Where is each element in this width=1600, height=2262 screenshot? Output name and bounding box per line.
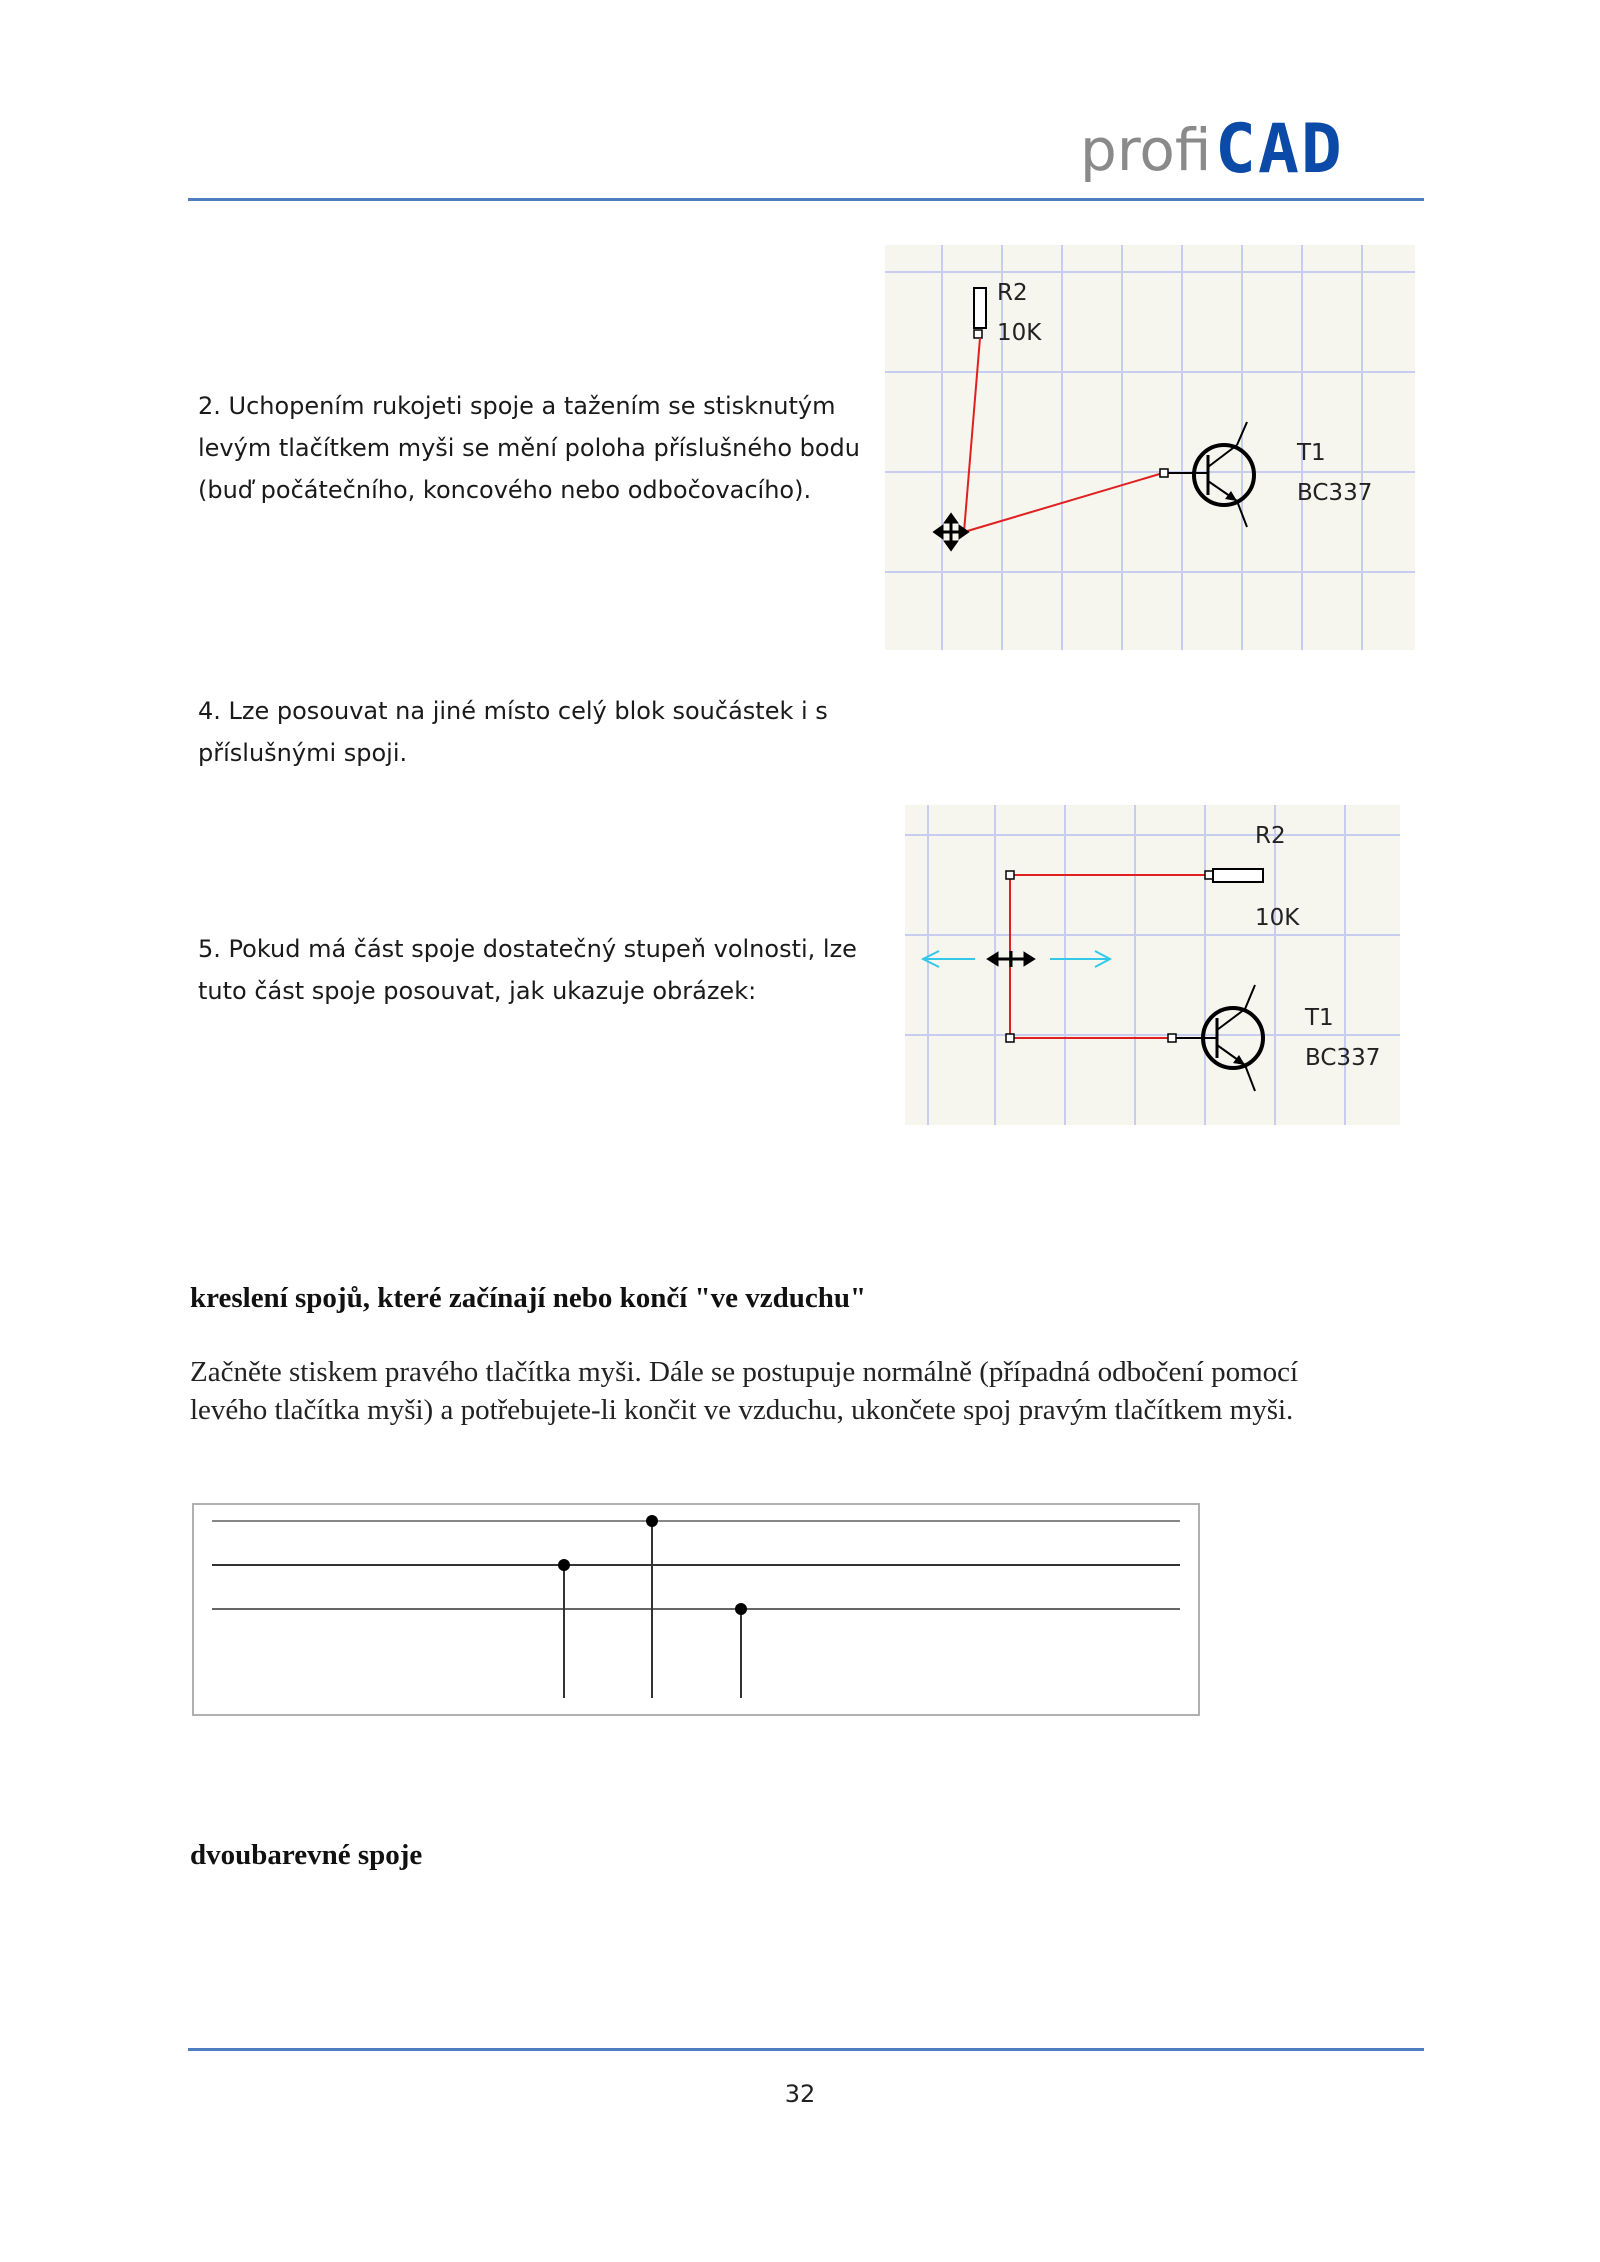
arrow-right-icon (1050, 951, 1110, 967)
section-paragraph: Začněte stiskem pravého tlačítka myši. Dále se postupuje normálně (případná odbočení pomocí levého tlačítka myši) a potřebujete-li končit ve vzduchu, ukončete spoj pravým tlačítkem myši. (190, 1356, 1299, 1426)
resistor-name: R2 (997, 280, 1028, 306)
logo-text-cad: CAD (1215, 110, 1344, 189)
resistor-value: 10K (997, 320, 1042, 346)
resistor-symbol (1213, 869, 1263, 882)
transistor-value: BC337 (1305, 1045, 1381, 1071)
resistor-symbol (974, 288, 986, 328)
handle (1006, 1034, 1014, 1042)
wire (964, 473, 1163, 532)
handle (974, 330, 982, 338)
step-2-text: 2. Uchopením rukojeti spoje a tažením se stisknutým levým tlačítkem myši se mění poloha příslušného bodu (buď počátečního, koncového nebo odbočovacího). (198, 392, 860, 504)
step-5-text: 5. Pokud má část spoje dostatečný stupeň volnosti, lze tuto část spoje posouvat, jak ukazuje obrázek: (198, 935, 857, 1005)
section-heading-two-color: dvoubarevné spoje (190, 1839, 423, 1871)
grid (885, 245, 1415, 650)
horizontal-move-cursor-icon (989, 951, 1033, 967)
junction-dot (646, 1515, 658, 1527)
handle (1168, 1034, 1176, 1042)
section-heading-air-wires: kreslení spojů, které začínají nebo končí "ve vzduchu" (190, 1282, 867, 1314)
transistor-name: T1 (1305, 1005, 1334, 1031)
proficad-logo (1080, 100, 1410, 190)
figure-drag-handle (885, 245, 1415, 650)
logo-text-profi: profi (1080, 116, 1212, 184)
figure-move-segment (905, 805, 1400, 1125)
page-number: 32 (784, 2080, 816, 2108)
resistor-value: 10K (1255, 905, 1300, 931)
handle (1006, 871, 1014, 879)
move-cursor-icon (935, 515, 967, 549)
arrow-left-icon (923, 951, 975, 967)
step-4-text: 4. Lze posouvat na jiné místo celý blok součástek i s příslušnými spoji. (198, 697, 828, 767)
wire (964, 338, 980, 532)
transistor-value: BC337 (1297, 480, 1373, 506)
junction-dot (735, 1603, 747, 1615)
handle (1160, 469, 1168, 477)
transistor-name: T1 (1297, 440, 1326, 466)
footer-rule (188, 2048, 1424, 2051)
resistor-name: R2 (1255, 823, 1286, 849)
junction-dot (558, 1559, 570, 1571)
handle (1205, 871, 1213, 879)
figure-bus-lines (192, 1503, 1200, 1716)
grid (905, 805, 1400, 1125)
header-rule (188, 198, 1424, 201)
